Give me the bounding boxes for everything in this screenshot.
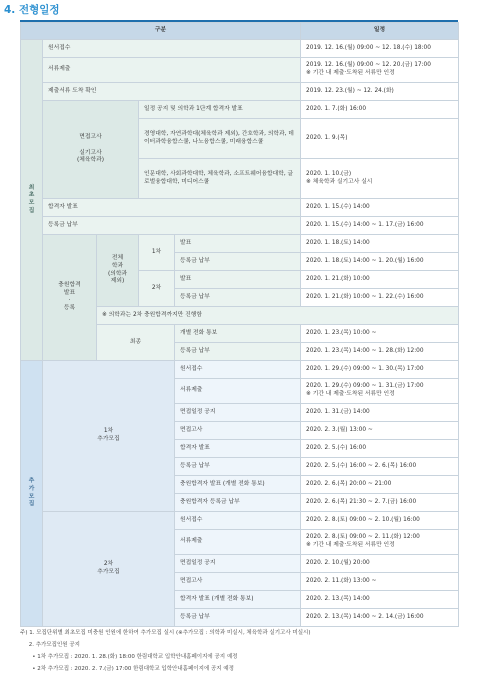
row-date <box>301 58 459 83</box>
additional-round-first: 1차 추가모집 <box>43 361 175 512</box>
row-label: 원서접수 <box>43 40 301 58</box>
row-date-text: 2020. 2. 6.(목) 21:30 ~ 2. 7.(금) 16:00 <box>306 498 417 505</box>
row-label: 등록금 납부 <box>175 609 301 627</box>
footnote-line: • 2차 추가모집 : 2020. 2. 7.(금) 17:00 한림대학교 입학안내홈페이지에 공지 예정 <box>20 666 234 672</box>
row-date <box>301 591 459 609</box>
row-label: 등록금 납부 <box>43 217 301 235</box>
row-label: 서류제출 <box>175 530 301 555</box>
row-date-text: 2020. 2. 6.(목) 20:00 ~ 21:00 <box>306 480 392 487</box>
row-date: 2020. 1. 9.(목) <box>301 119 459 159</box>
row-date <box>301 573 459 591</box>
row-date-text: 2020. 1. 29.(수) 09:00 ~ 1. 31.(금) 17:00 <box>306 383 424 390</box>
row-date-text: 2020. 2. 5.(수) 16:00 <box>306 444 367 451</box>
row-label: 면접고사 <box>175 573 301 591</box>
interview-group: 면접고사 실기고사 (체육학과) <box>43 101 139 199</box>
row-date-text: 2020. 1. 10.(금) <box>306 170 352 177</box>
row-date <box>301 361 459 379</box>
row-date-note: ※ 기간 내 제출·도착된 서류만 인정 <box>306 391 395 397</box>
round-1-label: 1차 <box>139 235 175 271</box>
row-date-text: 2019. 12. 16.(월) 09:00 ~ 12. 20.(금) 17:00 <box>306 62 431 69</box>
row-date <box>301 609 459 627</box>
row-date-text: 2020. 2. 8.(토) 09:00 ~ 2. 10.(월) 16:00 <box>306 516 420 523</box>
row-date-text: 2020. 2. 13.(목) 14:00 <box>306 595 370 602</box>
row-label: 면접일정 공지 <box>175 555 301 573</box>
row-date: 2020. 1. 18.(토) 14:00 ~ 1. 20.(월) 16:00 <box>301 253 459 271</box>
row-label: 제출서류 도착 확인 <box>43 83 301 101</box>
row-label: 인문대학, 사회과학대학, 체육학과, 소프트웨어융합대학, 글로벌융합대학, 미디어스쿨 <box>139 159 301 199</box>
row-label: 발표 <box>175 271 301 289</box>
row-date <box>301 494 459 512</box>
row-label: 발표 <box>175 235 301 253</box>
row-label: 일정 공지 및 의학과 1단계 합격자 발표 <box>139 101 301 119</box>
row-date-text: 2020. 2. 10.(월) 20:00 <box>306 559 370 566</box>
row-label: 등록금 납부 <box>175 253 301 271</box>
row-date <box>301 404 459 422</box>
row-date-note: ※ 기간 내 제출·도착된 서류만 인정 <box>306 70 395 76</box>
row-date-text: 2020. 1. 31.(금) 14:00 <box>306 408 370 415</box>
row-date: 2020. 1. 23.(목) 14:00 ~ 1. 28.(화) 12:00 <box>301 343 459 361</box>
all-dept-group: 전체 학과 (의학과 제외) <box>97 235 139 307</box>
footnote-line: 2. 추가모집인원 공지 <box>20 642 80 648</box>
row-date: 2020. 1. 21.(화) 10:00 ~ 1. 22.(수) 16:00 <box>301 289 459 307</box>
row-date-note: ※ 기간 내 제출·도착된 서류만 인정 <box>306 542 395 548</box>
row-date-text: 2020. 2. 8.(토) 09:00 ~ 2. 11.(화) 12:00 <box>306 534 420 541</box>
footnotes <box>20 627 470 675</box>
footnote-line: • 1차 추가모집 : 2020. 1. 28.(화) 18:00 한림대학교 입학안내홈페이지에 공지 예정 <box>20 654 238 660</box>
row-label: 개별 전화 통보 <box>175 325 301 343</box>
row-date <box>301 512 459 530</box>
group-additional: 추 가 모 집 <box>21 361 43 627</box>
row-date: 2020. 1. 18.(토) 14:00 <box>301 235 459 253</box>
row-date-text: 2020. 2. 3.(월) 13:00 ~ <box>306 426 373 433</box>
row-date <box>301 379 459 404</box>
row-label: 충원합격자 등록금 납부 <box>175 494 301 512</box>
row-date-text: 2020. 2. 13.(목) 14:00 ~ 2. 14.(금) 16:00 <box>306 613 424 620</box>
row-date <box>301 159 459 199</box>
row-date <box>301 422 459 440</box>
row-date: 2020. 1. 7.(화) 16:00 <box>301 101 459 119</box>
row-label: 서류제출 <box>43 58 301 83</box>
row-label: 면접일정 공지 <box>175 404 301 422</box>
row-date <box>301 555 459 573</box>
header-schedule: 일정 <box>301 23 459 40</box>
schedule-table <box>20 22 459 627</box>
row-label: 합격자 발표 <box>43 199 301 217</box>
row-date-text: 2020. 1. 29.(수) 09:00 ~ 1. 30.(목) 17:00 <box>306 365 424 372</box>
row-date: 2020. 1. 23.(목) 10:00 ~ <box>301 325 459 343</box>
medicine-note: ※ 의학과는 2차 충원합격까지만 진행함 <box>97 307 459 325</box>
row-label: 합격자 발표 <box>175 440 301 458</box>
row-label: 등록금 납부 <box>175 343 301 361</box>
row-label: 원서접수 <box>175 512 301 530</box>
row-date: 2019. 12. 16.(월) 09:00 ~ 12. 18.(수) 18:00 <box>301 40 459 58</box>
row-label: 등록금 납부 <box>175 458 301 476</box>
row-date: 2020. 1. 15.(수) 14:00 ~ 1. 17.(금) 16:00 <box>301 217 459 235</box>
section-title: 4. 전형일정 <box>4 4 60 16</box>
row-date: 2019. 12. 23.(월) ~ 12. 24.(화) <box>301 83 459 101</box>
final-round-label: 최종 <box>97 325 175 361</box>
row-label: 서류제출 <box>175 379 301 404</box>
row-date: 2020. 1. 21.(화) 10:00 <box>301 271 459 289</box>
extra-pass-group: 충원합격 발표 · 등록 <box>43 235 97 361</box>
row-date <box>301 530 459 555</box>
row-date-note: ※ 체육학과 실기고사 실시 <box>306 178 373 185</box>
row-label: 원서접수 <box>175 361 301 379</box>
row-date <box>301 458 459 476</box>
row-date <box>301 476 459 494</box>
additional-round-second: 2차 추가모집 <box>43 512 175 627</box>
footnote-line: 주) 1. 모집단위별 최초모집 미충원 인원에 한하여 추가모집 실시 (※추가모집 : 의학과 미실시, 체육학과 실기고사 미실시) <box>20 630 311 636</box>
group-early: 최 초 모 집 <box>21 40 43 361</box>
row-label: 등록금 납부 <box>175 289 301 307</box>
row-date-text: 2020. 2. 5.(수) 16:00 ~ 2. 6.(목) 16:00 <box>306 462 417 469</box>
row-label: 합격자 발표 (개별 전화 통보) <box>175 591 301 609</box>
row-date-text: 2020. 2. 11.(화) 13:00 ~ <box>306 577 377 584</box>
header-category: 구분 <box>21 23 301 40</box>
row-label: 면접고사 <box>175 422 301 440</box>
row-label: 경영대학, 자연과학대(체육학과 제외), 간호학과, 의학과, 데이터과학융합스쿨, 나노융합스쿨, 미래융합스쿨 <box>139 119 301 159</box>
row-date <box>301 440 459 458</box>
row-label: 충원합격자 발표 (개별 전화 통보) <box>175 476 301 494</box>
round-2-label: 2차 <box>139 271 175 307</box>
row-date: 2020. 1. 15.(수) 14:00 <box>301 199 459 217</box>
